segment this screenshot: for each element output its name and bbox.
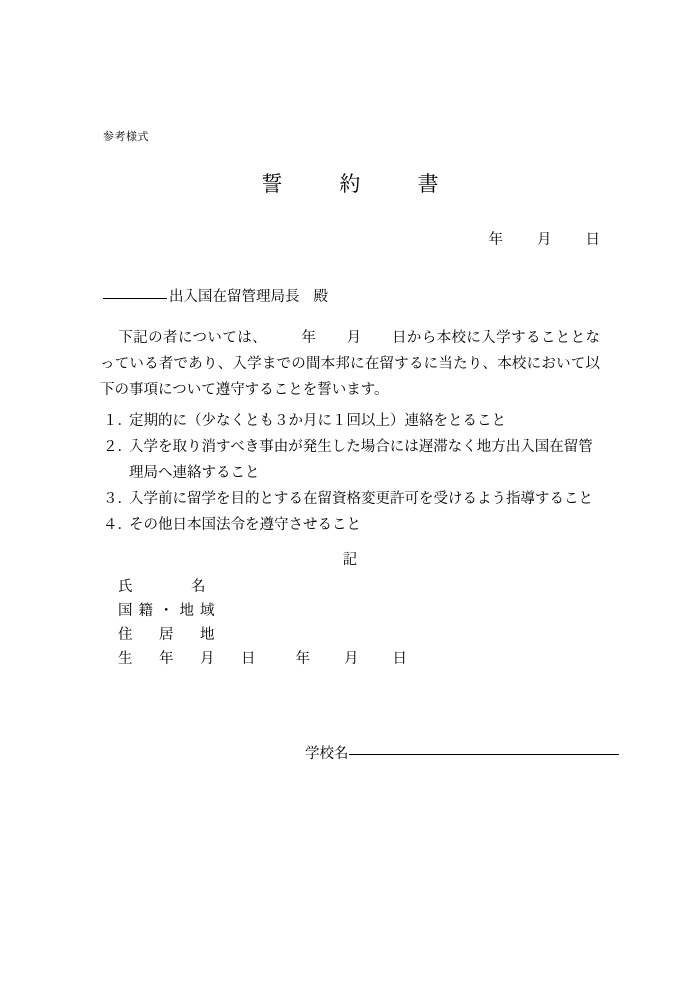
field-label-nationality: 国籍・地域 <box>118 603 221 619</box>
field-row-name <box>118 575 407 599</box>
school-name-row <box>305 742 619 763</box>
addressee-honorific-label: 殿 <box>313 289 328 305</box>
field-row-dob <box>118 647 407 671</box>
school-name-input[interactable] <box>349 754 619 755</box>
clause-item <box>103 512 603 538</box>
body-lead-text: 下記の者については、 <box>118 330 267 346</box>
clause-text: その他日本国法令を遵守させること <box>129 517 361 533</box>
clause-item <box>103 434 603 486</box>
clause-number: ３． <box>103 491 132 507</box>
addressee-office-label: 出入国在留管理局長 <box>169 289 300 305</box>
school-name-label: 学校名 <box>305 746 349 762</box>
form-code-label: 参考様式 <box>103 131 149 143</box>
field-label-dob: 生 年 月 日 <box>118 651 262 667</box>
date-year-label: 年 <box>488 232 503 248</box>
clause-text: 定期的に（少なくとも３か月に１回以上）連絡をとること <box>129 413 506 429</box>
date-month-label: 月 <box>537 232 552 248</box>
clause-text: 入学前に留学を目的とする在留資格変更許可を受けるよう指導すること <box>129 491 593 507</box>
ki-mark-label: 記 <box>342 552 358 568</box>
dob-day-label: 日 <box>392 651 407 667</box>
field-row-address <box>118 623 407 647</box>
field-row-nationality <box>118 599 407 623</box>
clause-item <box>103 408 603 434</box>
clause-number: ４． <box>103 517 132 533</box>
date-line-top <box>489 228 601 249</box>
clause-item <box>103 486 603 512</box>
page-title: 誓 約 書 <box>261 172 457 196</box>
addressee-line <box>103 285 328 306</box>
addressee-blank-field[interactable] <box>103 298 167 299</box>
dob-month-label: 月 <box>344 651 359 667</box>
body-month-label: 月 <box>346 330 362 346</box>
field-label-name: 氏 名 <box>118 579 228 595</box>
clause-number: １． <box>103 413 132 429</box>
date-day-label: 日 <box>585 232 600 248</box>
clause-text: 入学を取り消すべき事由が発生した場合には遅滞なく地方出入国在留管理局へ連絡すること <box>129 439 593 481</box>
clause-list <box>103 408 603 538</box>
dob-year-label: 年 <box>295 651 310 667</box>
body-paragraph <box>100 325 600 403</box>
field-label-address: 住 居 地 <box>118 627 221 643</box>
applicant-fields <box>118 575 407 671</box>
body-year-label: 年 <box>301 330 317 346</box>
clause-number: ２． <box>103 439 132 455</box>
body-rest-text: 日から本校に入学することとなっている者であり、入学までの間本邦に在留するに当たり、本校において以下の事項について遵守することを誓います。 <box>100 330 601 398</box>
